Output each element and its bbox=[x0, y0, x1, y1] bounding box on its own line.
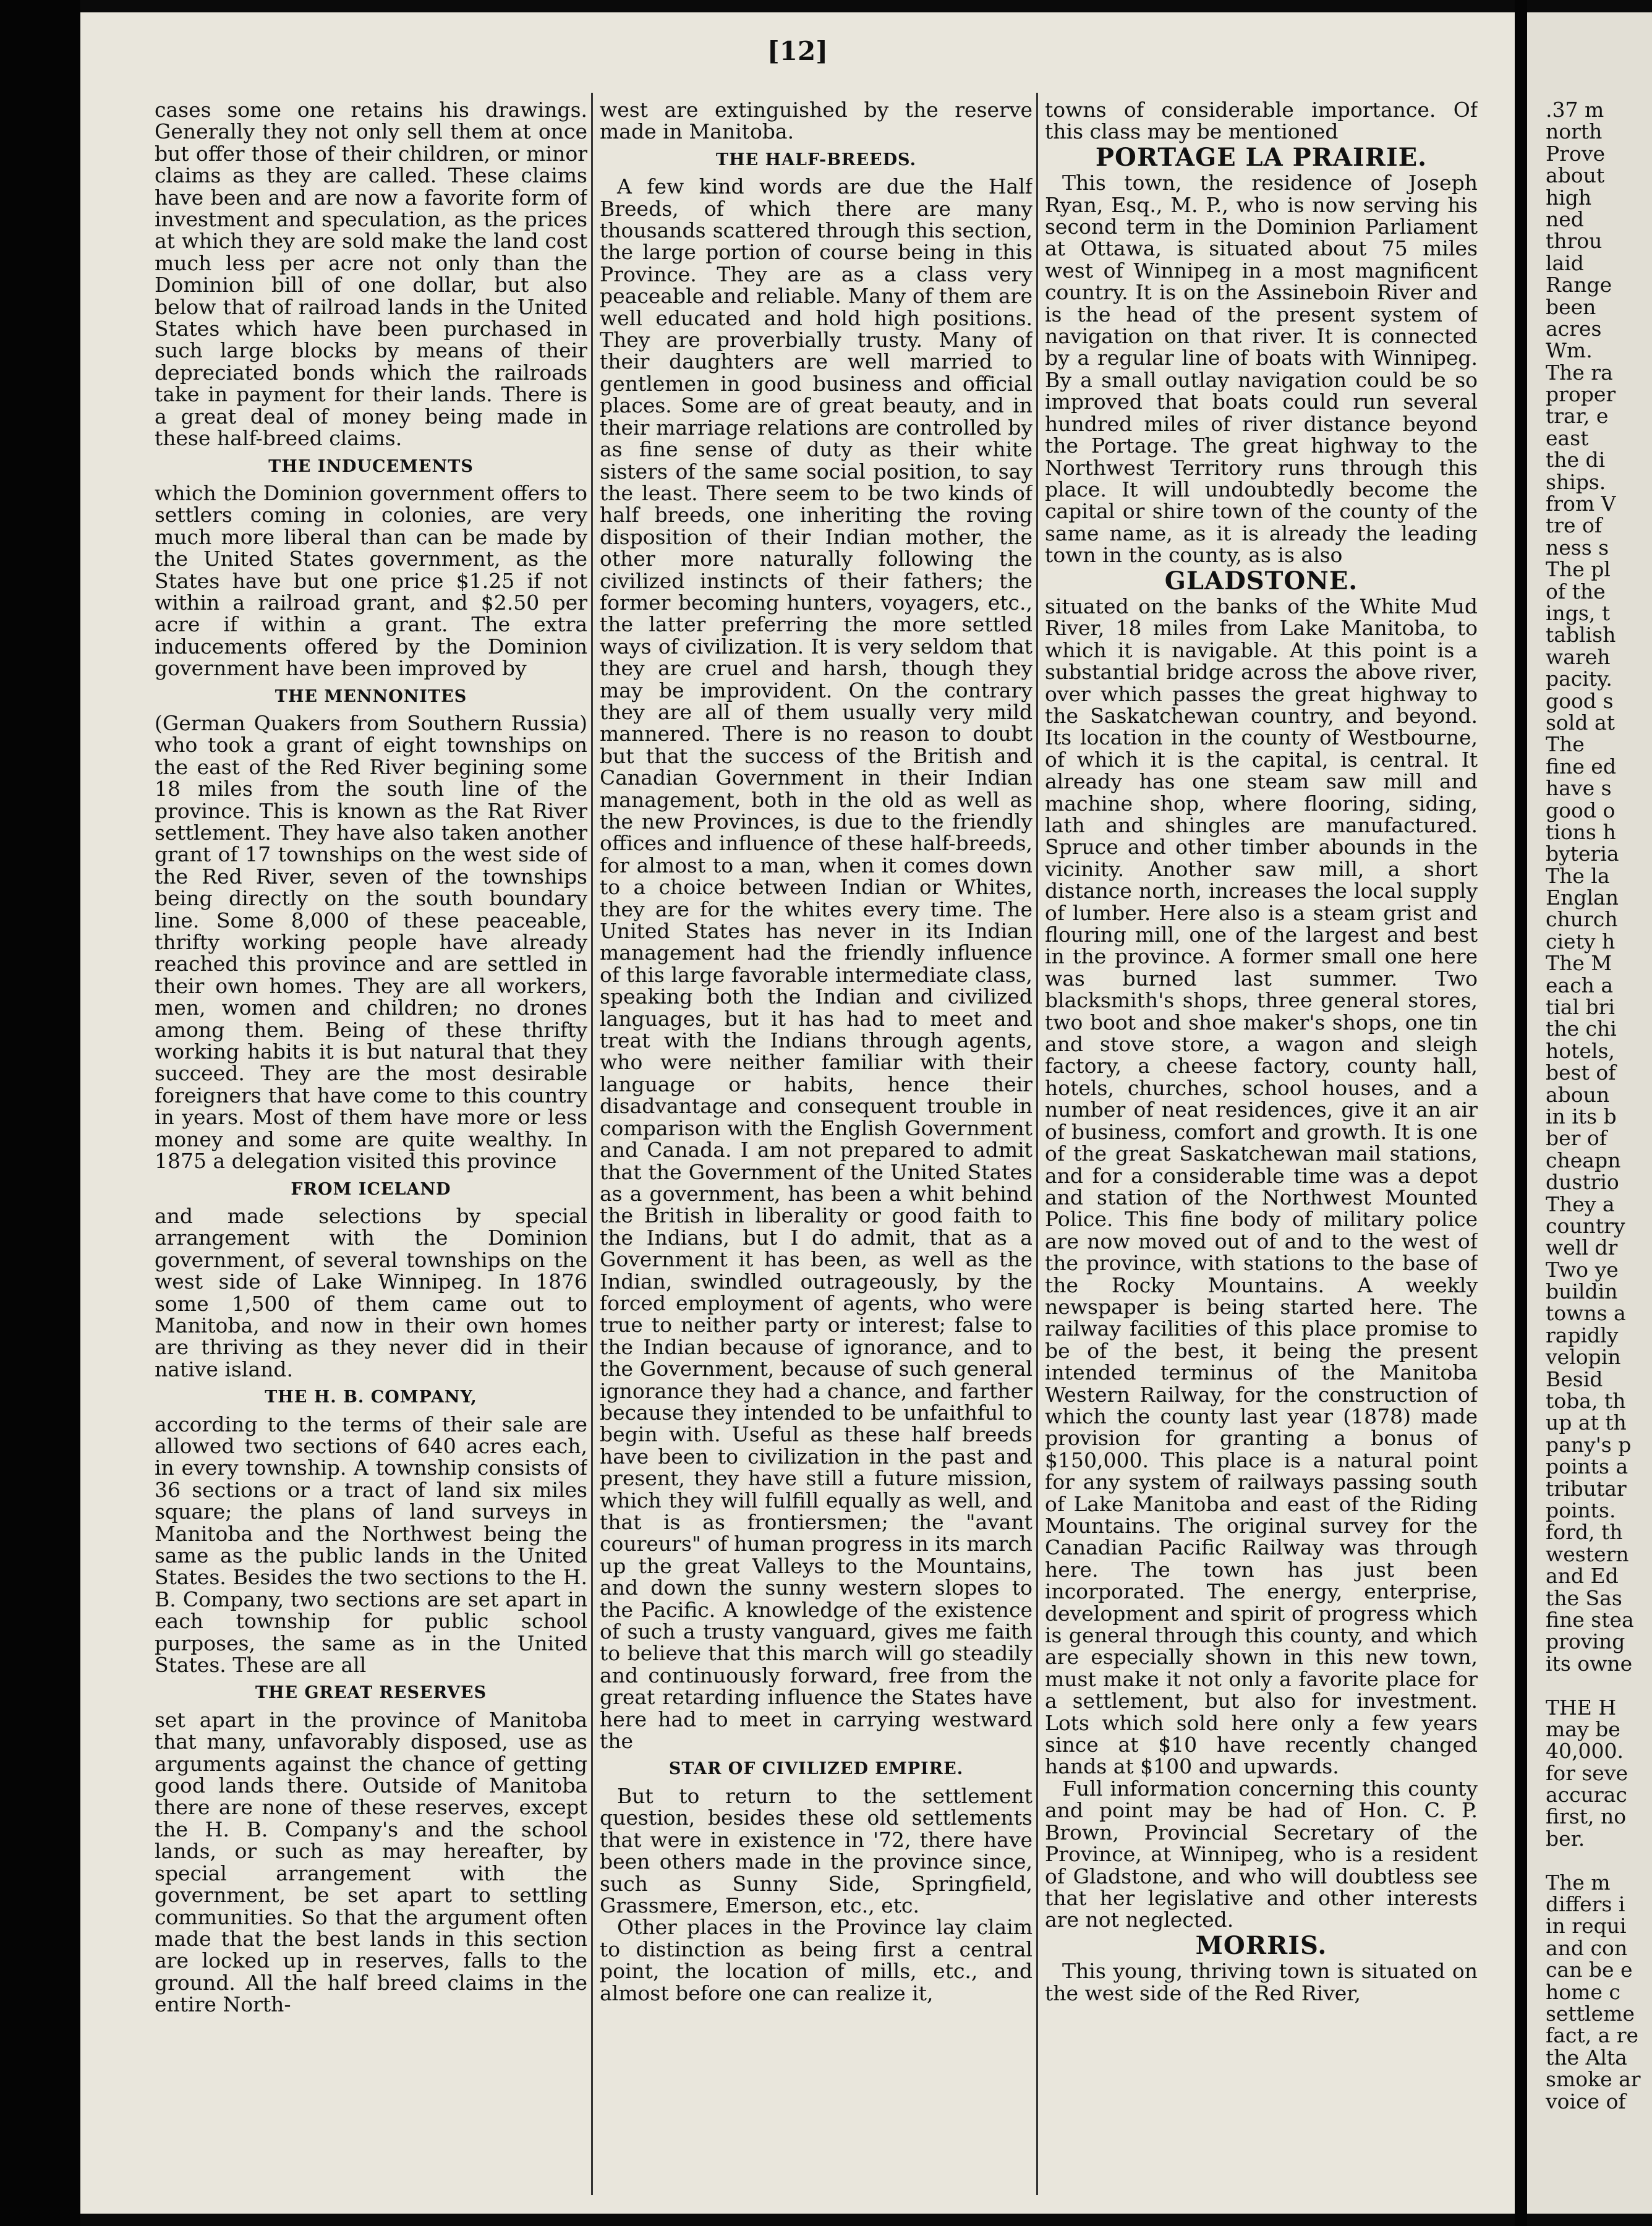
fragment-line: The bbox=[1546, 732, 1585, 757]
column-rule bbox=[591, 93, 593, 2195]
section-heading: FROM ICELAND bbox=[291, 1179, 451, 1199]
fragment-line: points. bbox=[1546, 1498, 1616, 1522]
paragraph: according to the terms of their sale are allowed two sections of 640 acres each, in every township. A township consists of 36 sections or a tract of land six miles square; the plans of land surveys in Manitoba and the Northwest being the same as the public lands in the United States. Besides the two sections to the H. B. Company, two sections are set apart in each township for public school purposes, the same as in the United States. These are all bbox=[155, 1412, 587, 1678]
fragment-line: been bbox=[1546, 294, 1596, 319]
fragment-line: up at th bbox=[1546, 1410, 1627, 1435]
fragment-line: from V bbox=[1546, 492, 1616, 516]
section-heading: STAR OF CIVILIZED EMPIRE. bbox=[668, 1759, 964, 1779]
page-number: [12] bbox=[767, 36, 828, 66]
paragraph: But to return to the settlement question, besides these old settlements that were in existence in '72, there have been others made in the province since, such as Sunny Side, Springfield, Grassmere, Emerson, etc., etc. bbox=[600, 1783, 1032, 1917]
paragraph: This town, the residence of Joseph Ryan, Esq., M. P., who is now serving his second term in the Dominion Parliament at Ottawa, is situated about 75 miles west of Winnipeg in a most magnificent country. It is on the Assineboin River and is the head of the present system of navigation on that river. It is connected by a regular line of boats with Winnipeg. By a small outlay navigation could be so improved that boats could run several hundred miles of river distance beyond the Portage. The great highway to the Northwest Territory runs through this place. It will undoubtedly become the capital or shire town of the county of the same name, as it is already the leading town in the county, as is also bbox=[1045, 171, 1478, 568]
paragraph: towns of considerable importance. Of this class may be mentioned bbox=[1045, 99, 1478, 144]
fragment-line: high bbox=[1546, 185, 1592, 210]
fragment-line: trar, e bbox=[1546, 404, 1609, 429]
fragment-line: pacity. bbox=[1546, 667, 1612, 691]
fragment-line: country bbox=[1546, 1213, 1625, 1238]
fragment-line: fine ed bbox=[1546, 754, 1616, 778]
column-3 bbox=[1045, 99, 1478, 2189]
section-heading: THE HALF-BREEDS. bbox=[716, 150, 916, 169]
fragment-line: The M bbox=[1546, 951, 1612, 976]
paragraph: Other places in the Province lay claim to distinction as being first a central point, the location of mills, etc., and almost before one can realize it, bbox=[600, 1915, 1032, 2005]
fragment-line: buildin bbox=[1546, 1279, 1618, 1304]
fragment-line: The m bbox=[1546, 1870, 1611, 1895]
column-2 bbox=[600, 99, 1032, 2189]
fragment-line: ings, t bbox=[1546, 600, 1611, 625]
fragment-line: Besid bbox=[1546, 1367, 1603, 1391]
fragment-line: The ra bbox=[1546, 360, 1613, 385]
fragment-line: towns a bbox=[1546, 1301, 1626, 1326]
fragment-line: fine stea bbox=[1546, 1607, 1634, 1632]
column-1 bbox=[155, 99, 587, 2189]
fragment-line: settleme bbox=[1546, 2001, 1635, 2026]
fragment-line: good o bbox=[1546, 798, 1616, 822]
fragment-line: home c bbox=[1546, 1979, 1620, 2004]
fragment-line: tre of bbox=[1546, 513, 1603, 538]
fragment-line: fact, a re bbox=[1546, 2023, 1639, 2048]
paragraph: west are extinguished by the reserve made in Manitoba. bbox=[600, 99, 1032, 144]
fragment-line: proper bbox=[1546, 382, 1616, 407]
fragment-line: Prove bbox=[1546, 141, 1606, 166]
fragment-line: may be bbox=[1546, 1716, 1620, 1741]
next-page-strip bbox=[1527, 12, 1652, 2214]
fragment-line: well dr bbox=[1546, 1235, 1618, 1260]
paragraph: A few kind words are due the Half Breeds, of which there are many thousands scattered through this section, the large portion of course being in this Province. They are as a class very peaceable and reliable. Many of them are well educated and hold high positions. They are proverbially trusty. Many of their daughters are well married to gentlemen in good business and official places. Some are of great beauty, and in their marriage relations are controlled by as fine sense of duty as their white sisters of the same social position, to say the least. There seem to be two kinds of half breeds, one inheriting the roving disposition of their Indian mother, the other more naturally following the civilized instincts of their fathers; the former becoming hunters, voyagers, etc., the latter preferring the more settled ways of civilization. It is very seldom that they are cruel and harsh, though they may be improvident. On the contrary they are all of them usually very mild mannered. There is no reason to doubt but that the success of the British and Canadian Government in their Indian management, both in the old as well as the new Provinces, is due to the friendly offices and influence of these half-breeds, for almost to a man, when it comes down to a choice between Indian or Whites, they are for the whites every time. The United States has never in its Indian management had the friendly influence of this large favorable intermediate class, speaking both the Indian and civilized languages, but it has had to meet and treat with the Indians through agents, who were neither familiar with their language or habits, hence their disadvantage and consequent trouble in comparison with the English Government and Canada. I am not prepared to admit that the Government of the United States as a government, has been a whit behind the British in liberality or good faith to the Indians, but I do admit, that as a Government it has been, as well as the Indian, swindled outrageously, by the forced employment of agents, who were true to neither party or interest; false to the Indian because of ignorance, and to the Government, because of such general ignorance they had a chance, and farther because they intended to be unfaithful to begin with. Useful as these half breeds have been to civilization in the past and present, they have still a future mission, which they will fulfill equally as well, and that is as frontiersmen; the "avant coureurs" of human progress in its march up the great Valleys to the Mountains, and down the sunny western slopes to the Pacific. A knowledge of the existence of such a trusty vanguard, gives me faith to believe that this march will go steadily and continuously forward, free from the great retarding influence the States have here had to meet in carrying westward the bbox=[600, 174, 1032, 1754]
fragment-line: first, no bbox=[1546, 1804, 1627, 1829]
fragment-line: the Alta bbox=[1546, 2045, 1627, 2070]
fragment-line: tions h bbox=[1546, 819, 1616, 844]
fragment-line: in requi bbox=[1546, 1914, 1627, 1938]
fragment-line: wareh bbox=[1546, 644, 1611, 669]
fragment-line: of the bbox=[1546, 579, 1606, 603]
fragment-line: Two ye bbox=[1546, 1257, 1619, 1282]
fragment-line: sold at bbox=[1546, 710, 1615, 735]
fragment-line: accurac bbox=[1546, 1783, 1627, 1807]
fragment-line: tial bri bbox=[1546, 995, 1615, 1020]
fragment-line: ships. bbox=[1546, 469, 1606, 494]
fragment-line: laid bbox=[1546, 250, 1584, 275]
fragment-line: for seve bbox=[1546, 1760, 1628, 1785]
fragment-line: Range bbox=[1546, 273, 1612, 297]
fragment-line: the di bbox=[1546, 448, 1606, 472]
paragraph: Full information concerning this county and point may be had of Hon. C. P. Brown, Provincial Secretary of the Province, at Winnipeg, who is a resident of Gladstone, and who will doubtless see that her legislative and other interests are not neglected. bbox=[1045, 1776, 1478, 1932]
film-border-left bbox=[0, 0, 80, 2226]
fragment-line: toba, th bbox=[1546, 1389, 1626, 1414]
fragment-line: proving bbox=[1546, 1629, 1625, 1654]
fragment-line: have s bbox=[1546, 776, 1612, 801]
section-heading: THE GREAT RESERVES bbox=[255, 1683, 487, 1703]
fragment-line: good s bbox=[1546, 688, 1614, 713]
fragment-line: ciety h bbox=[1546, 929, 1616, 953]
fragment-line: The pl bbox=[1546, 557, 1611, 582]
fragment-line bbox=[1546, 1849, 1652, 1871]
fragment-line: hotels, bbox=[1546, 1038, 1615, 1063]
next-page-text bbox=[1546, 99, 1652, 2112]
fragment-line bbox=[1546, 1674, 1652, 1696]
paragraph: cases some one retains his drawings. Generally they not only sell them at once but offer those of their children, or minor claims as they are called. These claims have been and are now a favorite form of investment and speculation, as the prices at which they are sold make the land cost much less per acre not only than the Dominion bill of one dollar, but also below that of railroad lands in the United States which have been purchased in such large blocks by means of their depreciated bonds which the railroads take in payment for their lands. There is a great deal of money being made in these half-breed claims. bbox=[155, 99, 587, 451]
fragment-line: They a bbox=[1546, 1192, 1615, 1216]
page-gutter bbox=[1515, 0, 1527, 2226]
fragment-line: north bbox=[1546, 119, 1603, 144]
fragment-line: 40,000. bbox=[1546, 1739, 1624, 1763]
fragment-line: ber. bbox=[1546, 1826, 1585, 1851]
fragment-line: the Sas bbox=[1546, 1585, 1622, 1610]
fragment-line: acres bbox=[1546, 316, 1602, 341]
fragment-line: ness s bbox=[1546, 535, 1609, 560]
paragraph: which the Dominion government offers to settlers coming in colonies, are very much more liberal than can be made by the United States government, as the States have but one price $1.25 if not within a railroad grant, and $2.50 per acre if within a grant. The extra inducements offered by the Dominion government have been improved by bbox=[155, 480, 587, 681]
fragment-line: ned bbox=[1546, 207, 1584, 231]
fragment-line: pany's p bbox=[1546, 1432, 1632, 1457]
fragment-line: rapidly bbox=[1546, 1323, 1619, 1347]
paragraph: situated on the banks of the White Mud River, 18 miles from Lake Manitoba, to which it is navigable. At this point is a substantial bridge across the above river, over which passes the great highway to the Saskatchewan country, and beyond. Its location in the county of Westbourne, of which it is the capital, is central. It already has one steam saw mill and machine shop, where flooring, siding, lath and shingles are manufactured. Spruce and other timber abounds in the vicinity. Another saw mill, a short distance north, increases the local supply of lumber. Here also is a steam grist and flouring mill, one of the largest and best in the province. A former small one here was burned last summer. Two blacksmith's shops, three general stores, two boot and shoe maker's shops, one tin and stove store, a wagon and sleigh factory, a cheese factory, county hall, hotels, churches, school houses, and a number of neat residences, give it an air of business, comfort and growth. It is one of the great Saskatchewan mail stations, and for a considerable time was a depot and station of the Northwest Mounted Police. This fine body of military police are now moved out of and to the west of the province, with stations to the base of the Rocky Mountains. A weekly newspaper is being started here. The railway facilities of this place promise to be of the best, it being the present intended terminus of the Manitoba Western Railway, for the construction of which the county last year (1878) made provision for granting a bonus of $150,000. This place is a natural point for any system of railways passing south of Lake Manitoba and east of the Riding Mountains. The original survey for the Canadian Pacific Railway was through here. The town has just been incorporated. The energy, enterprise, development and spirit of progress which is general through this county, and which are especially shown in this new town, must make it not only a favorite place for a settlement, but also for investment. Lots which sold here only a few years since at $10 have recently changed hands at $100 and upwards. bbox=[1045, 594, 1478, 1779]
fragment-line: tributar bbox=[1546, 1476, 1627, 1501]
fragment-line: throu bbox=[1546, 229, 1603, 254]
fragment-line: and Ed bbox=[1546, 1564, 1619, 1588]
town-heading: GLADSTONE. bbox=[1164, 566, 1358, 595]
fragment-line: dustrio bbox=[1546, 1170, 1619, 1195]
town-heading: MORRIS. bbox=[1195, 1930, 1327, 1960]
fragment-line: The la bbox=[1546, 863, 1610, 888]
fragment-line: ford, th bbox=[1546, 1520, 1623, 1545]
fragment-line: western bbox=[1546, 1542, 1629, 1566]
fragment-line: in its b bbox=[1546, 1104, 1617, 1128]
fragment-line: velopin bbox=[1546, 1345, 1621, 1370]
fragment-line: each a bbox=[1546, 973, 1614, 997]
fragment-line: points a bbox=[1546, 1454, 1629, 1479]
town-heading: PORTAGE LA PRAIRIE. bbox=[1095, 142, 1428, 172]
fragment-line: best of bbox=[1546, 1060, 1616, 1085]
fragment-line: can be e bbox=[1546, 1958, 1633, 1982]
fragment-line: aboun bbox=[1546, 1082, 1610, 1107]
fragment-line: church bbox=[1546, 907, 1618, 932]
paragraph: and made selections by special arrangement with the Dominion government, of several townships on the west side of Lake Winnipeg. In 1876 some 1,500 of them came out to Manitoba, and now in their own homes are thriving as they never did in their native island. bbox=[155, 1203, 587, 1381]
fragment-line: ber of bbox=[1546, 1126, 1607, 1151]
fragment-line: its owne bbox=[1546, 1651, 1633, 1676]
fragment-line: and con bbox=[1546, 1935, 1628, 1960]
fragment-line: cheapn bbox=[1546, 1148, 1621, 1172]
fragment-line: differs i bbox=[1546, 1892, 1625, 1917]
fragment-line: voice of bbox=[1546, 2089, 1626, 2113]
fragment-line: Wm. bbox=[1546, 338, 1593, 363]
paragraph: (German Quakers from Southern Russia) who took a grant of eight townships on the east of the Red River begining some 18 miles from the south line of the province. This is known as the Rat River settlement. They have also taken another grant of 17 townships on the west side of the Red River, seven of the townships being directly on the south boundary line. Some 8,000 of these peaceable, thrifty working people have already reached this province and are settled in their own homes. They are all workers, men, women and children; no drones among them. Being of these thrifty working habits it is but natural that they succeed. They are the most desirable foreigners that have come to this country in years. Most of them have more or less money and some are quite wealthy. In 1875 a delegation visited this province bbox=[155, 710, 587, 1174]
newspaper-page bbox=[80, 12, 1515, 2214]
fragment-line: THE H bbox=[1546, 1695, 1617, 1720]
fragment-line: smoke ar bbox=[1546, 2067, 1641, 2092]
section-heading: THE INDUCEMENTS bbox=[268, 456, 474, 476]
section-heading: THE H. B. COMPANY, bbox=[265, 1388, 477, 1407]
fragment-line: the chi bbox=[1546, 1017, 1617, 1041]
fragment-line: about bbox=[1546, 163, 1605, 188]
fragment-line: .37 m bbox=[1546, 98, 1604, 122]
paragraph: This young, thriving town is situated on the west side of the Red River, bbox=[1045, 1959, 1478, 2005]
section-heading: THE MENNONITES bbox=[275, 686, 467, 706]
paragraph: set apart in the province of Manitoba that many, unfavorably disposed, use as arguments against the chance of getting good lands there. Outside of Manitoba there are none of these reserves, except the H. B. Company's and the school lands, or such as may hereafter, by special arrangement with the government, be set apart to settling communities. So that the argument often made that the best lands in this section are locked up in reserves, falls to the ground. All the half breed claims in the entire North- bbox=[155, 1707, 587, 2017]
fragment-line: byteria bbox=[1546, 842, 1619, 866]
fragment-line: Englan bbox=[1546, 885, 1619, 910]
fragment-line: tablish bbox=[1546, 623, 1616, 647]
column-rule bbox=[1036, 93, 1038, 2195]
fragment-line: east bbox=[1546, 425, 1589, 450]
